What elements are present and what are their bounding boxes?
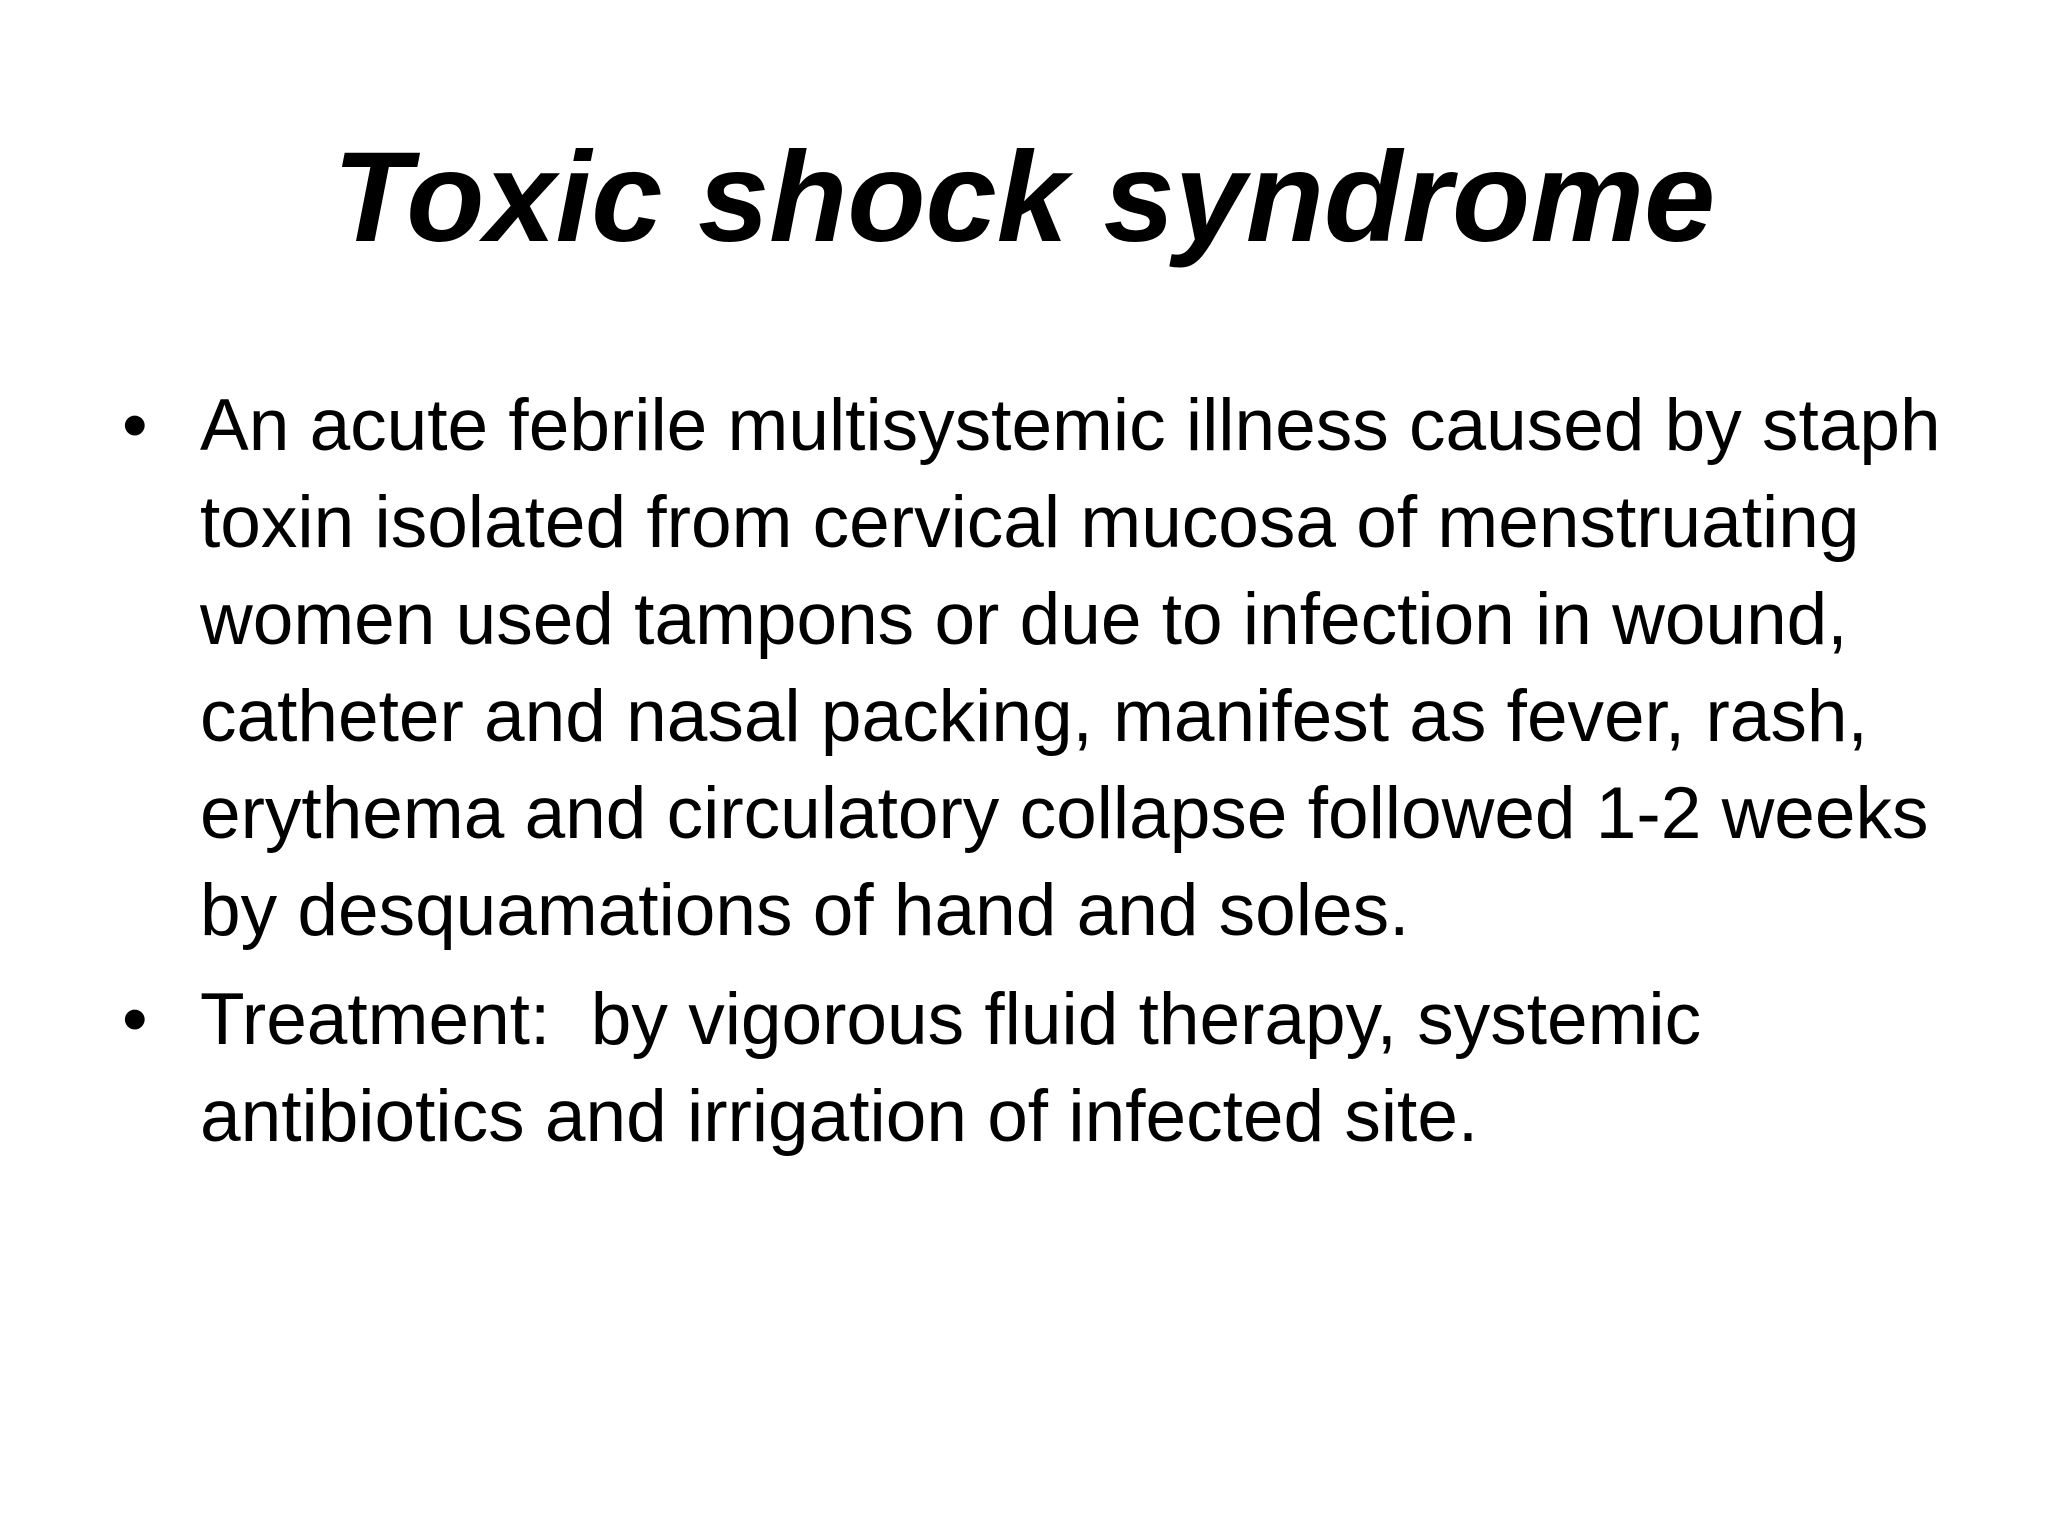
bullet-marker: • xyxy=(122,385,148,466)
bullet-list xyxy=(122,377,1982,1177)
bullet-text: An acute febrile multisystemic illness caused by staph toxin isolated from cervical mucosa of menstruating women used tampons or due to infection in wound, catheter and nasal packing, manifest as fever, rash, erythema and circulatory collapse followed 1-2 weeks by desquamations of hand and soles. xyxy=(200,385,1961,951)
bullet-item xyxy=(122,377,1982,959)
bullet-item xyxy=(122,971,1982,1165)
bullet-marker: • xyxy=(122,979,148,1060)
bullet-text: Treatment: by vigorous fluid therapy, systemic antibiotics and irrigation of infected site. xyxy=(200,979,1722,1157)
slide-title: Toxic shock syndrome xyxy=(332,126,1716,269)
